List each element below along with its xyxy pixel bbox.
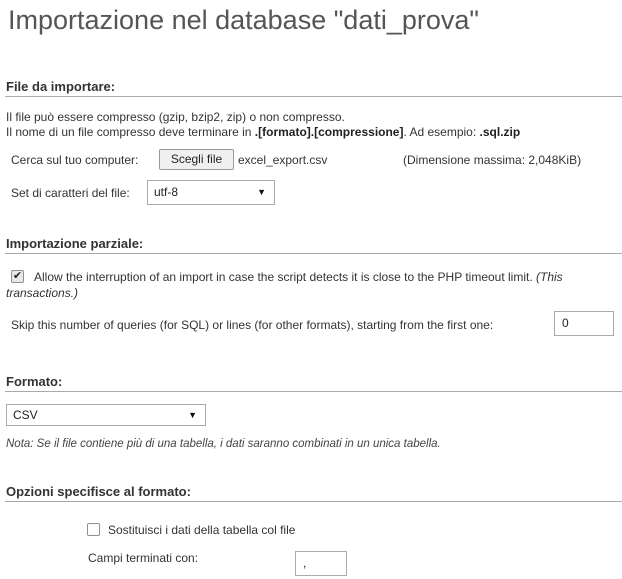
naming-prefix: Il nome di un file compresso deve terminare in [6,125,255,139]
fields-terminated-input[interactable]: , [295,551,347,576]
file-section-divider [5,96,622,97]
options-section-divider [5,501,622,502]
allow-interrupt-checkbox[interactable] [11,270,24,283]
browse-label: Cerca sul tuo computer: [11,153,139,167]
file-section-title: File da importare: [6,79,116,94]
naming-pattern: .[formato].[compressione] [254,125,404,139]
skip-label: Skip this number of queries (for SQL) or lines (for other formats), starting from the first one: [11,318,494,332]
naming-example: .sql.zip [479,125,521,139]
format-note: Nota: Se il file contiene più di una tabella, i dati saranno combinati in un unica tabella. [6,438,441,450]
charset-label: Set di caratteri del file: [11,186,130,200]
compression-naming-info [6,125,520,139]
partial-section-divider [5,253,622,254]
choose-file-button[interactable]: Scegli file [159,149,234,170]
charset-select[interactable] [147,180,275,205]
page-title: Importazione nel database "dati_prova" [8,5,479,35]
chevron-down-icon: ▼ [257,187,266,197]
charset-value: utf-8 [154,185,179,199]
replace-data-checkbox[interactable] [87,523,100,536]
allow-interrupt-note-2: transactions.) [6,286,79,300]
format-section-divider [5,391,622,392]
format-select[interactable] [6,404,206,426]
format-value: CSV [13,408,38,422]
chevron-down-icon: ▼ [188,410,197,420]
compression-info: Il file può essere compresso (gzip, bzip2, zip) o non compresso. [6,110,345,124]
format-section-title: Formato: [6,374,63,389]
allow-interrupt-note: (This [536,270,563,284]
skip-queries-input[interactable]: 0 [554,311,614,336]
naming-mid: . Ad esempio: [403,125,480,139]
max-size-info: (Dimensione massima: 2,048KiB) [403,153,582,167]
chosen-file-name: excel_export.csv [238,153,328,167]
check-icon: ✔ [12,270,23,282]
allow-interrupt-note-continued [6,286,78,300]
replace-data-label: Sostituisci i dati della tabella col file [108,523,296,537]
allow-interrupt-text: Allow the interruption of an import in case the script detects it is close to the PHP timeout limit. [34,270,533,284]
allow-interrupt-label [34,270,563,284]
partial-section-title: Importazione parziale: [6,236,144,251]
fields-terminated-label: Campi terminati con: [88,551,199,565]
options-section-title: Opzioni specifisce al formato: [6,484,191,499]
